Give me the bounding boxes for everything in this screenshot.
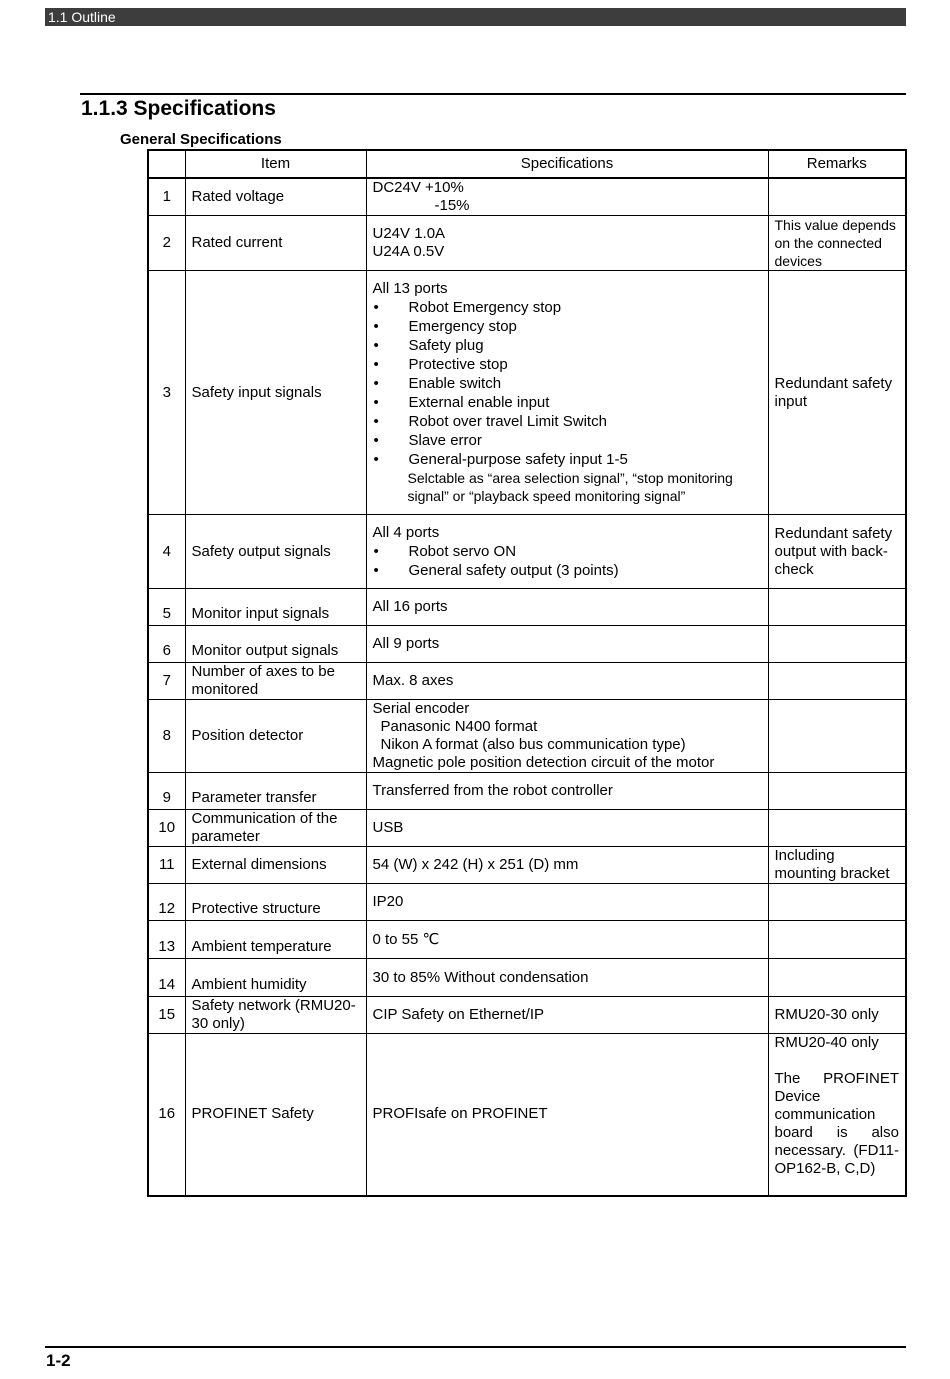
spec-line: U24A 0.5V <box>372 243 445 260</box>
row-remarks: RMU20-30 only <box>768 997 906 1034</box>
row-item: Safety output signals <box>185 515 366 589</box>
row-specification: Transferred from the robot controller <box>366 773 768 810</box>
row-number: 13 <box>148 921 185 959</box>
list-item: • Protective stop <box>373 355 762 374</box>
row-number: 7 <box>148 663 185 700</box>
list-item: • Safety plug <box>373 336 762 355</box>
row-specification: Max. 8 axes <box>366 663 768 700</box>
row-item: Communication of the parameter <box>185 810 366 847</box>
row-item: Number of axes to be monitored <box>185 663 366 700</box>
row-number: 4 <box>148 515 185 589</box>
row-number: 6 <box>148 626 185 663</box>
table-row <box>148 178 906 216</box>
table-row <box>148 810 906 847</box>
row-number: 14 <box>148 959 185 997</box>
row-item: PROFINET Safety <box>185 1034 366 1196</box>
list-item: • Enable switch <box>373 374 762 393</box>
row-specification <box>366 700 768 773</box>
row-remarks: This value depends on the connected devices <box>768 216 906 271</box>
row-number: 3 <box>148 271 185 515</box>
row-number: 9 <box>148 773 185 810</box>
row-remarks <box>768 884 906 921</box>
row-specification: PROFIsafe on PROFINET <box>366 1034 768 1196</box>
bullet-list <box>373 298 762 469</box>
remarks-line: RMU20-40 only <box>774 1034 879 1051</box>
table-row <box>148 959 906 997</box>
row-item: Ambient humidity <box>185 959 366 997</box>
list-item: • External enable input <box>373 393 762 412</box>
row-specification <box>366 216 768 271</box>
row-item: Safety input signals <box>185 271 366 515</box>
row-number: 5 <box>148 589 185 626</box>
row-remarks <box>768 626 906 663</box>
table-header-row <box>148 150 906 178</box>
row-specification <box>366 271 768 515</box>
list-item: • Robot Emergency stop <box>373 298 762 317</box>
list-item: • General-purpose safety input 1-5 <box>373 450 762 469</box>
column-header-item: Item <box>185 150 366 178</box>
table-row <box>148 847 906 884</box>
section-title: 1.1.3 Specifications <box>81 97 276 120</box>
row-remarks: Redundant safety input <box>768 271 906 515</box>
row-remarks <box>768 959 906 997</box>
list-item: • Robot servo ON <box>373 542 762 561</box>
row-remarks <box>768 921 906 959</box>
row-remarks <box>768 178 906 216</box>
table-row <box>148 884 906 921</box>
spec-line: Serial encoder <box>372 700 470 717</box>
row-number: 8 <box>148 700 185 773</box>
selection-note: Selctable as “area selection signal”, “stop monitoring signal” or “playback speed monitoring signal” <box>407 470 733 504</box>
row-item: External dimensions <box>185 847 366 884</box>
row-specification <box>366 515 768 589</box>
row-specification <box>366 178 768 216</box>
row-specification: 54 (W) x 242 (H) x 251 (D) mm <box>366 847 768 884</box>
row-remarks <box>768 773 906 810</box>
specifications-table <box>147 149 907 1197</box>
subsection-title: General Specifications <box>120 131 282 148</box>
row-remarks <box>768 663 906 700</box>
row-number: 11 <box>148 847 185 884</box>
row-specification: IP20 <box>366 884 768 921</box>
table-row <box>148 515 906 589</box>
row-number: 12 <box>148 884 185 921</box>
spec-line: U24V 1.0A <box>372 225 446 242</box>
spec-line: Nikon A format (also bus communication type) <box>380 736 686 753</box>
row-item: Monitor input signals <box>185 589 366 626</box>
row-number: 15 <box>148 997 185 1034</box>
spec-intro: All 13 ports <box>372 280 448 297</box>
row-item: Safety network (RMU20-30 only) <box>185 997 366 1034</box>
row-number: 16 <box>148 1034 185 1196</box>
running-header: 1.1 Outline <box>45 8 906 26</box>
row-specification: 0 to 55 ℃ <box>366 921 768 959</box>
row-remarks <box>768 589 906 626</box>
spec-line: DC24V +10% <box>372 179 464 196</box>
table-row <box>148 773 906 810</box>
row-item: Rated current <box>185 216 366 271</box>
row-specification: 30 to 85% Without condensation <box>366 959 768 997</box>
row-remarks: Including mounting bracket <box>768 847 906 884</box>
page-number: 1-2 <box>46 1351 71 1370</box>
spec-intro: All 4 ports <box>372 523 440 541</box>
column-header-remarks: Remarks <box>768 150 906 178</box>
spec-line: Magnetic pole position detection circuit of the motor <box>372 754 715 771</box>
row-specification: All 16 ports <box>366 589 768 626</box>
row-item: Position detector <box>185 700 366 773</box>
list-item: • General safety output (3 points) <box>373 561 762 580</box>
remarks-line: The PROFINET Device communication board is also necessary. (FD11-OP162-B, C,D) <box>774 1070 899 1177</box>
row-item: Protective structure <box>185 884 366 921</box>
table-row <box>148 921 906 959</box>
row-remarks <box>768 810 906 847</box>
row-remarks <box>768 700 906 773</box>
column-header-specifications: Specifications <box>366 150 768 178</box>
footer-rule <box>45 1346 906 1348</box>
table-row <box>148 663 906 700</box>
list-item: • Slave error <box>373 431 762 450</box>
remarks-spacer <box>775 1052 900 1070</box>
table-row <box>148 271 906 515</box>
column-header-no <box>148 150 185 178</box>
row-number: 10 <box>148 810 185 847</box>
list-item: • Robot over travel Limit Switch <box>373 412 762 431</box>
row-specification: All 9 ports <box>366 626 768 663</box>
row-specification: USB <box>366 810 768 847</box>
row-item: Rated voltage <box>185 178 366 216</box>
row-remarks: Redundant safety output with back-check <box>768 515 906 589</box>
row-item: Parameter transfer <box>185 773 366 810</box>
table-row <box>148 589 906 626</box>
list-item: • Emergency stop <box>373 317 762 336</box>
row-remarks <box>768 1034 906 1196</box>
table-row <box>148 700 906 773</box>
row-specification: CIP Safety on Ethernet/IP <box>366 997 768 1034</box>
row-item: Monitor output signals <box>185 626 366 663</box>
spec-line: -15% <box>434 197 470 214</box>
table-row <box>148 216 906 271</box>
bullet-list <box>373 542 762 580</box>
table-row <box>148 626 906 663</box>
row-number: 1 <box>148 178 185 216</box>
row-number: 2 <box>148 216 185 271</box>
section-rule <box>80 93 906 95</box>
row-item: Ambient temperature <box>185 921 366 959</box>
table-row <box>148 1034 906 1196</box>
spec-line: Panasonic N400 format <box>380 718 538 735</box>
table-row <box>148 997 906 1034</box>
